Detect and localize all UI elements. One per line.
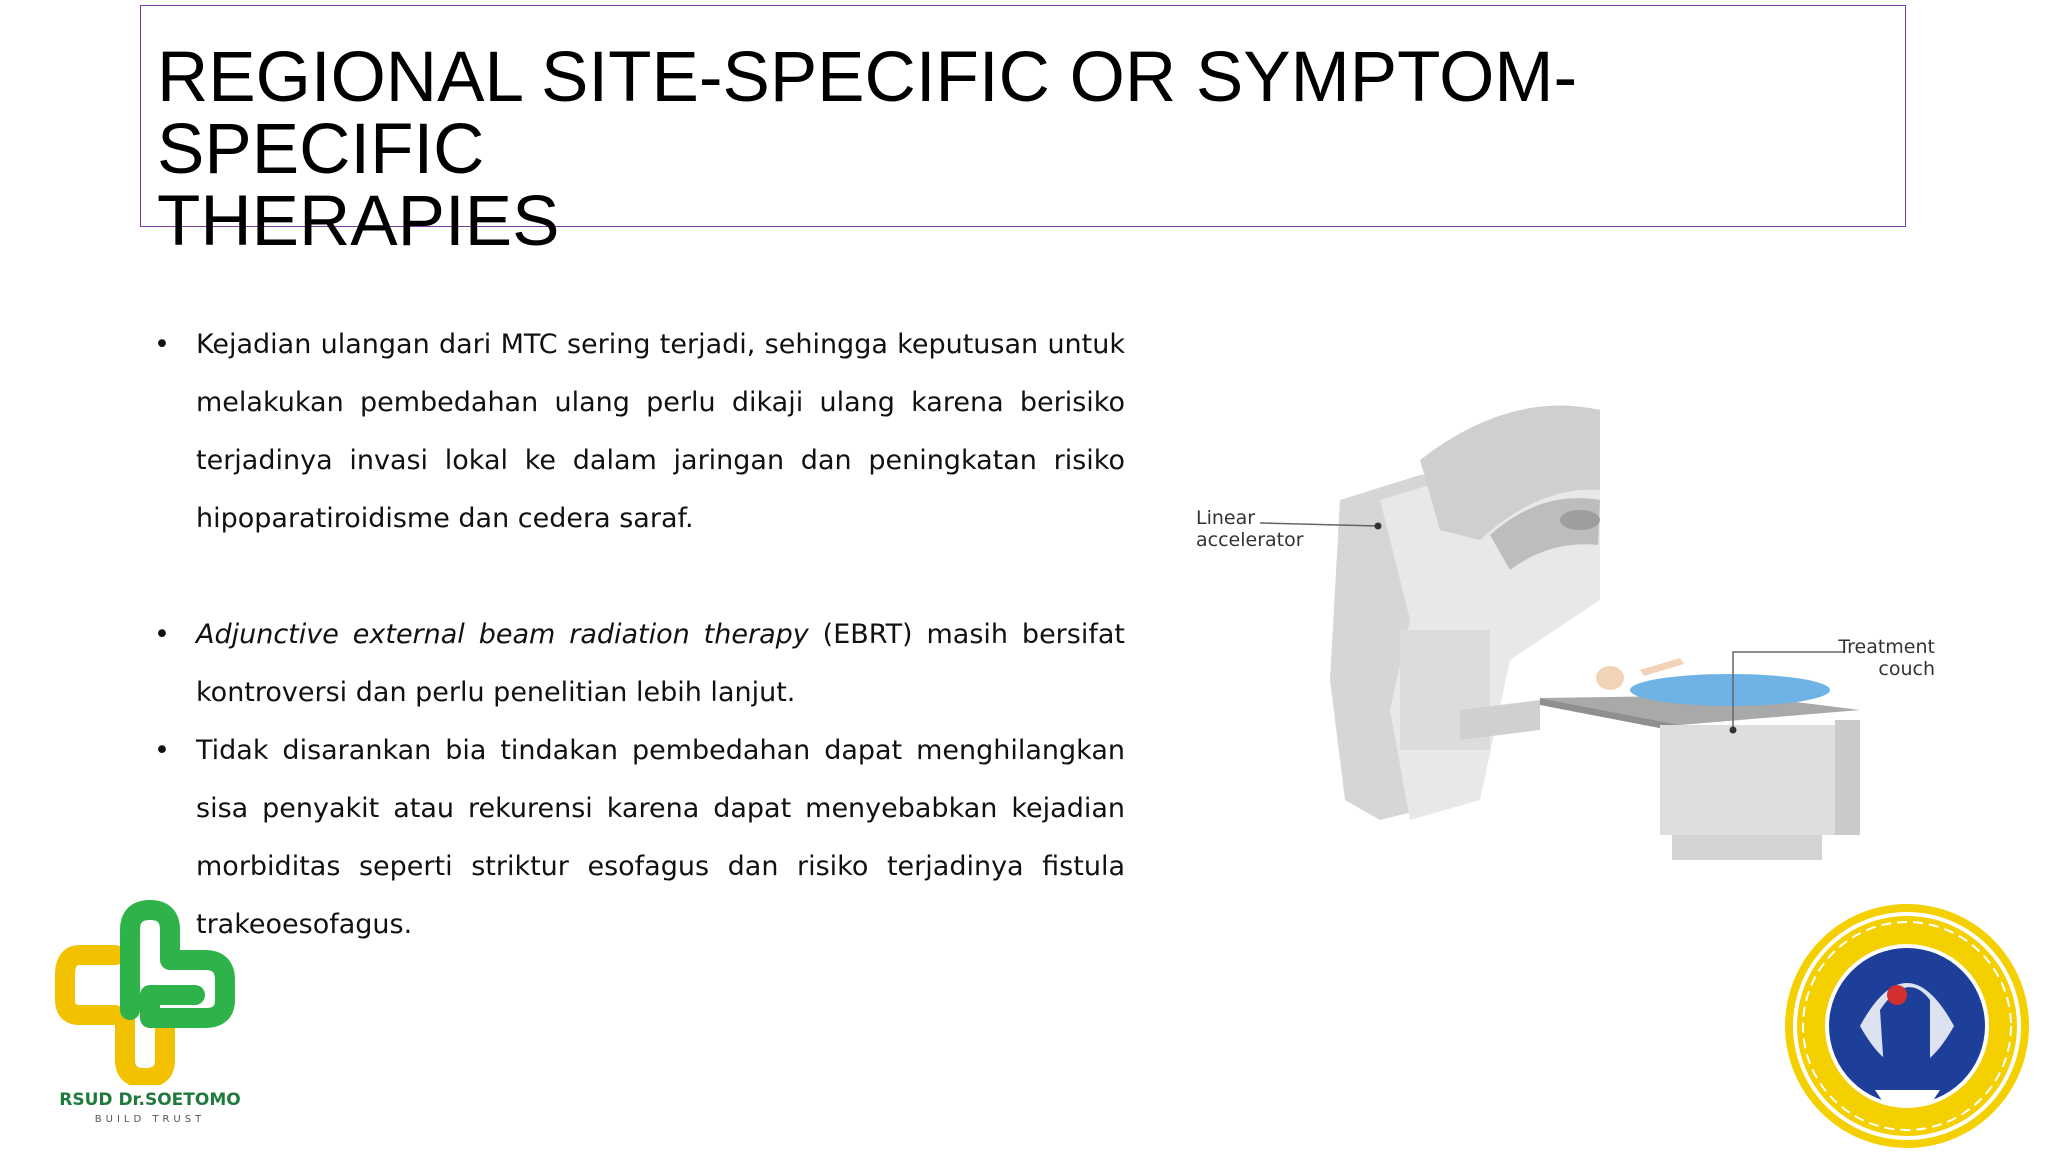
bullet-text-italic: Adjunctive external beam radiation therapy [196,619,809,650]
bullet-item-1 [150,316,1125,548]
label-couch: Treatment couch [1838,636,1935,680]
linac-leader-dot [1375,523,1382,530]
bullet-item-2 [150,606,1125,722]
university-seal-mark [1780,900,2035,1152]
slide-title: REGIONAL SITE-SPECIFIC OR SYMPTOM-SPECIFIC THERAPIES [157,38,1578,261]
patient-arm [1640,658,1684,676]
university-seal [1780,900,2035,1152]
label-linac: Linear accelerator [1196,507,1304,551]
bullet-text: Kejadian ulangan dari MTC sering terjadi, sehingga keputusan untuk melakukan pembedahan ulang perlu dikaji ulang karena berisiko terjadinya invasi lokal ke dalam jaringan dan peningkatan risiko hipoparatiroidisme dan cedera saraf. [196,329,1125,534]
linac-illustration [1180,380,1960,880]
bullet-text: (EBRT) masih bersifat kontroversi dan perlu penelitian lebih lanjut. [196,619,1125,708]
bullet-list [150,316,1125,954]
bullet-text: Tidak disarankan bia tindakan pembedahan dapat menghilangkan sisa penyakit atau rekurensi karena dapat menyebabkan kejadian morbiditas seperti striktur esofagus dan risiko terjadinya fistula trakeoesofagus. [196,735,1125,940]
rsud-logo-tagline: BUILD TRUST [94,1114,206,1125]
title-box [140,5,1906,261]
couch-foot [1672,835,1822,860]
gantry-nozzle [1560,510,1600,530]
couch-pedestal [1660,725,1835,835]
rsud-logo-mark [55,900,245,1085]
linac-drawing [1180,380,1960,880]
bullet-item-3 [150,722,1125,954]
bullet-marker: • [154,329,170,360]
patient-head [1596,666,1624,690]
couch-pedestal-side [1835,720,1860,835]
rsud-logo-name: RSUD Dr.SOETOMO [59,1090,241,1110]
patient-body [1630,674,1830,706]
rsud-logo [55,900,245,1130]
couch-leader-dot [1730,727,1737,734]
bullet-marker: • [154,735,170,766]
bullet-marker: • [154,619,170,650]
